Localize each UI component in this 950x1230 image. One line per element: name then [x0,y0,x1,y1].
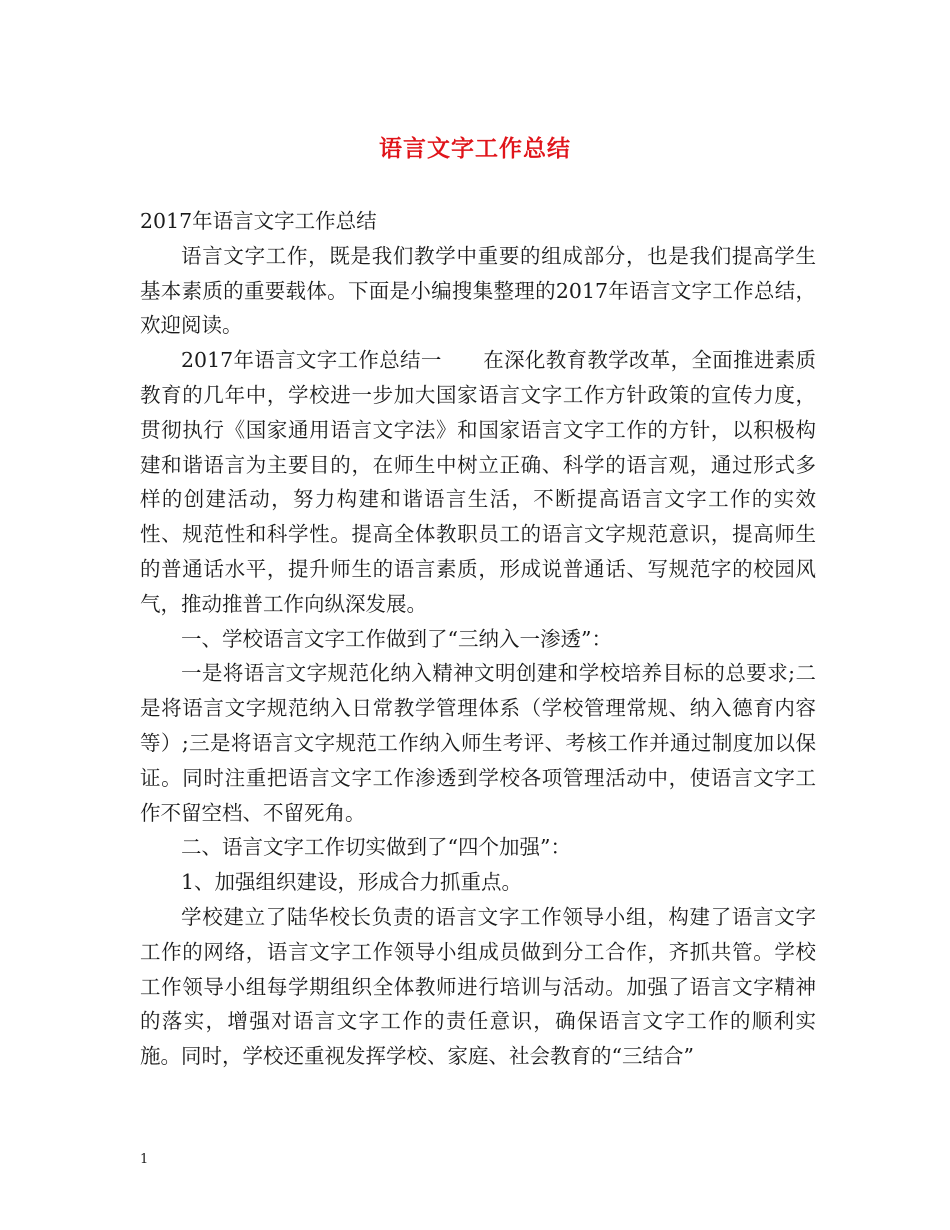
document-body [140,204,816,1074]
heading-section-one: 一、学校语言文字工作做到了“三纳入一渗透”： [181,626,612,651]
heading-section-two: 二、语言文字工作切实做到了“四个加强”： [181,835,571,860]
paragraph-intro: 语言文字工作，既是我们教学中重要的组成部分，也是我们提高学生基本素质的重要载体。下面是小编搜集整理的2017年语言文字工作总结，欢迎阅读。 [140,243,816,338]
heading-subsection-one: 1、加强组织建设，形成合力抓重点。 [181,870,523,895]
document-subtitle: 2017年语言文字工作总结 [140,209,377,233]
paragraph-section-one: 一是将语言文字规范化纳入精神文明创建和学校培养目标的总要求;二是将语言文字规范纳入日常教学管理体系（学校管理常规、纳入德育内容等）;三是将语言文字规范工作纳入师生考评、考核工作并通过制度加以保证。同时注重把语言文字工作渗透到学校各项管理活动中，使语言文字工作不留空档、不留死角。 [140,661,816,825]
paragraph-summary-one: 2017年语言文字工作总结一 在深化教育教学改革，全面推进素质教育的几年中，学校进一步加大国家语言文字工作方针政策的宣传力度，贯彻执行《国家通用语言文字法》和国家语言文字工作的方针，以积极构建和谐语言为主要目的，在师生中树立正确、科学的语言观，通过形式多样的创建活动，努力构建和谐语言生活，不断提高语言文字工作的实效性、规范性和科学性。提高全体教职员工的语言文字规范意识，提高师生的普通话水平，提升师生的语言素质，形成说普通话、写规范字的校园风气，推动推普工作向纵深发展。 [140,348,816,616]
paragraph-subsection-one: 学校建立了陆华校长负责的语言文字工作领导小组，构建了语言文字工作的网络，语言文字工作领导小组成员做到分工合作，齐抓共管。学校工作领导小组每学期组织全体教师进行培训与活动。加强了语言文字精神的落实，增强对语言文字工作的责任意识，确保语言文字工作的顺利实施。同时，学校还重视发挥学校、家庭、社会教育的“三结合” [140,904,816,1069]
page-number: 1 [140,1152,149,1167]
document-title: 语言文字工作总结 [379,136,571,162]
